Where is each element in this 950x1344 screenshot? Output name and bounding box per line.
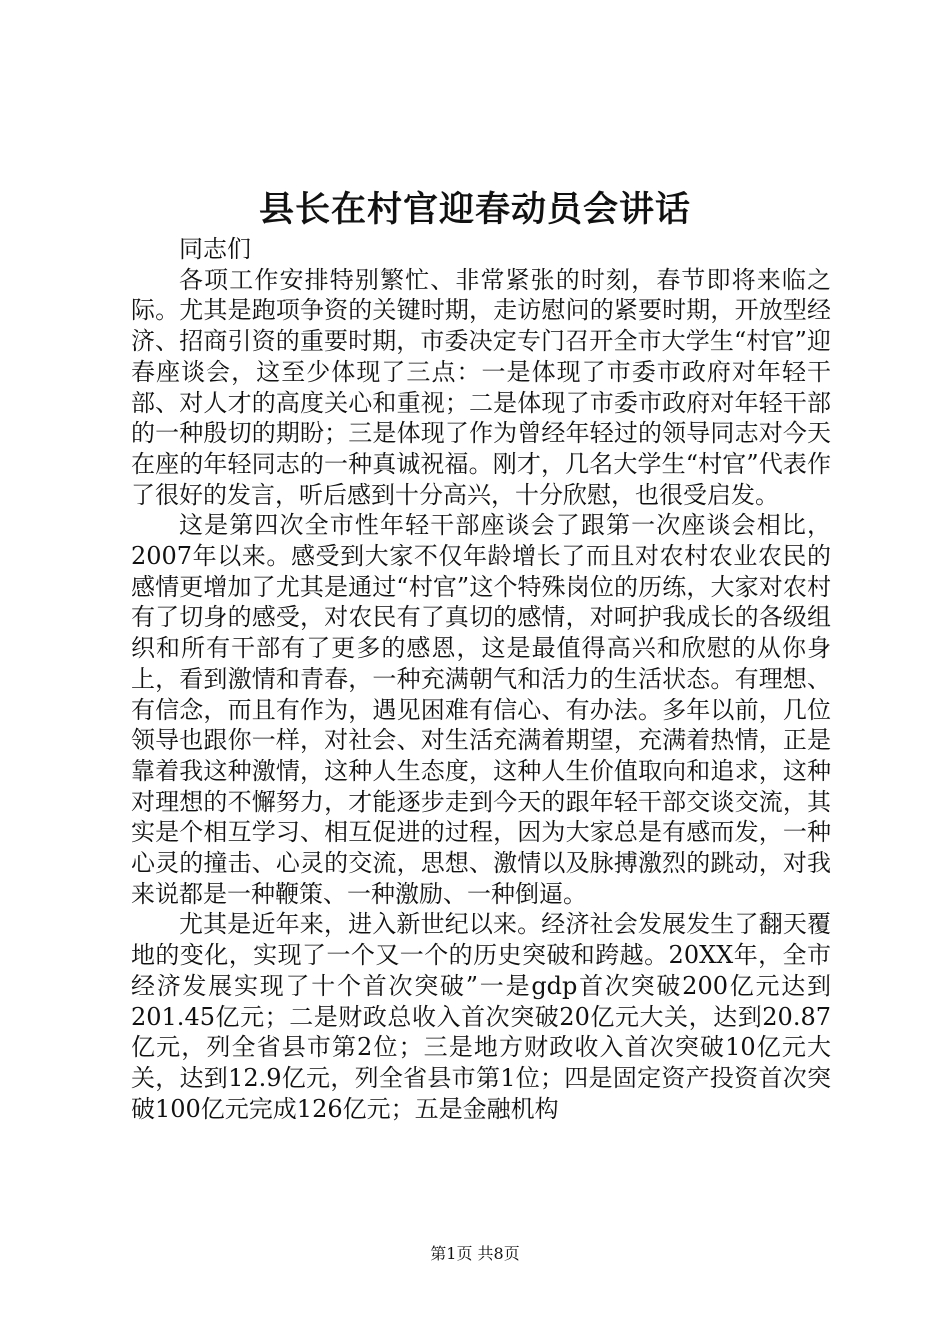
paragraph-1: 各项工作安排特别繁忙、非常紧张的时刻，春节即将来临之际。尤其是跑项争资的关键时期，走访慰问的紧要时期，开放型经济、招商引资的重要时期，市委决定专门召开全市大学生“村官”迎春座谈会，这至少体现了三点：一是体现了市委市政府对年轻干部、对人才的高度关心和重视；二是体现了市委市政府对年轻干部的一种殷切的期盼；三是体现了作为曾经年轻过的领导同志对今天在座的年轻同志的一种真诚祝福。刚才，几名大学生“村官”代表作了很好的发言，听后感到十分高兴，十分欣慰，也很受启发。 bbox=[131, 265, 831, 509]
salutation: 同志们 bbox=[179, 235, 251, 263]
page-indicator: 第1页 共8页 bbox=[430, 1244, 520, 1263]
page-footer bbox=[0, 1244, 950, 1264]
paragraph-2: 这是第四次全市性年轻干部座谈会了跟第一次座谈会相比，2007年以来。感受到大家不仅年龄增长了而且对农村农业农民的感情更增加了尤其是通过“村官”这个特殊岗位的历练，大家对农村有了切身的感受，对农民有了真切的感情，对呵护我成长的各级组织和所有干部有了更多的感恩，这是最值得高兴和欣慰的从你身上，看到激情和青春，一种充满朝气和活力的生活状态。有理想、有信念，而且有作为，遇见困难有信心、有办法。多年以前，几位领导也跟你一样，对社会、对生活充满着期望，充满着热情，正是靠着我这种激情，这种人生态度，这种人生价值取向和追求，这种对理想的不懈努力，才能逐步走到今天的跟年轻干部交谈交流，其实是个相互学习、相互促进的过程，因为大家总是有感而发，一种心灵的撞击、心灵的交流，思想、激情以及脉搏激烈的跳动，对我来说都是一种鞭策、一种激励、一种倒逼。 bbox=[131, 511, 831, 908]
document-body bbox=[131, 234, 831, 1124]
paragraph-3: 尤其是近年来，进入新世纪以来。经济社会发展发生了翻天覆地的变化，实现了一个又一个的历史突破和跨越。20XX年，全市经济发展实现了十个首次突破”一是gdp首次突破200亿元达到201.45亿元；二是财政总收入首次突破20亿元大关，达到20.87亿元，列全省县市第2位；三是地方财政收入首次突破10亿元大关，达到12.9亿元，列全省县市第1位；四是固定资产投资首次突破100亿元完成126亿元；五是金融机构 bbox=[131, 910, 831, 1123]
document-title: 县长在村官迎春动员会讲话 bbox=[258, 189, 691, 230]
